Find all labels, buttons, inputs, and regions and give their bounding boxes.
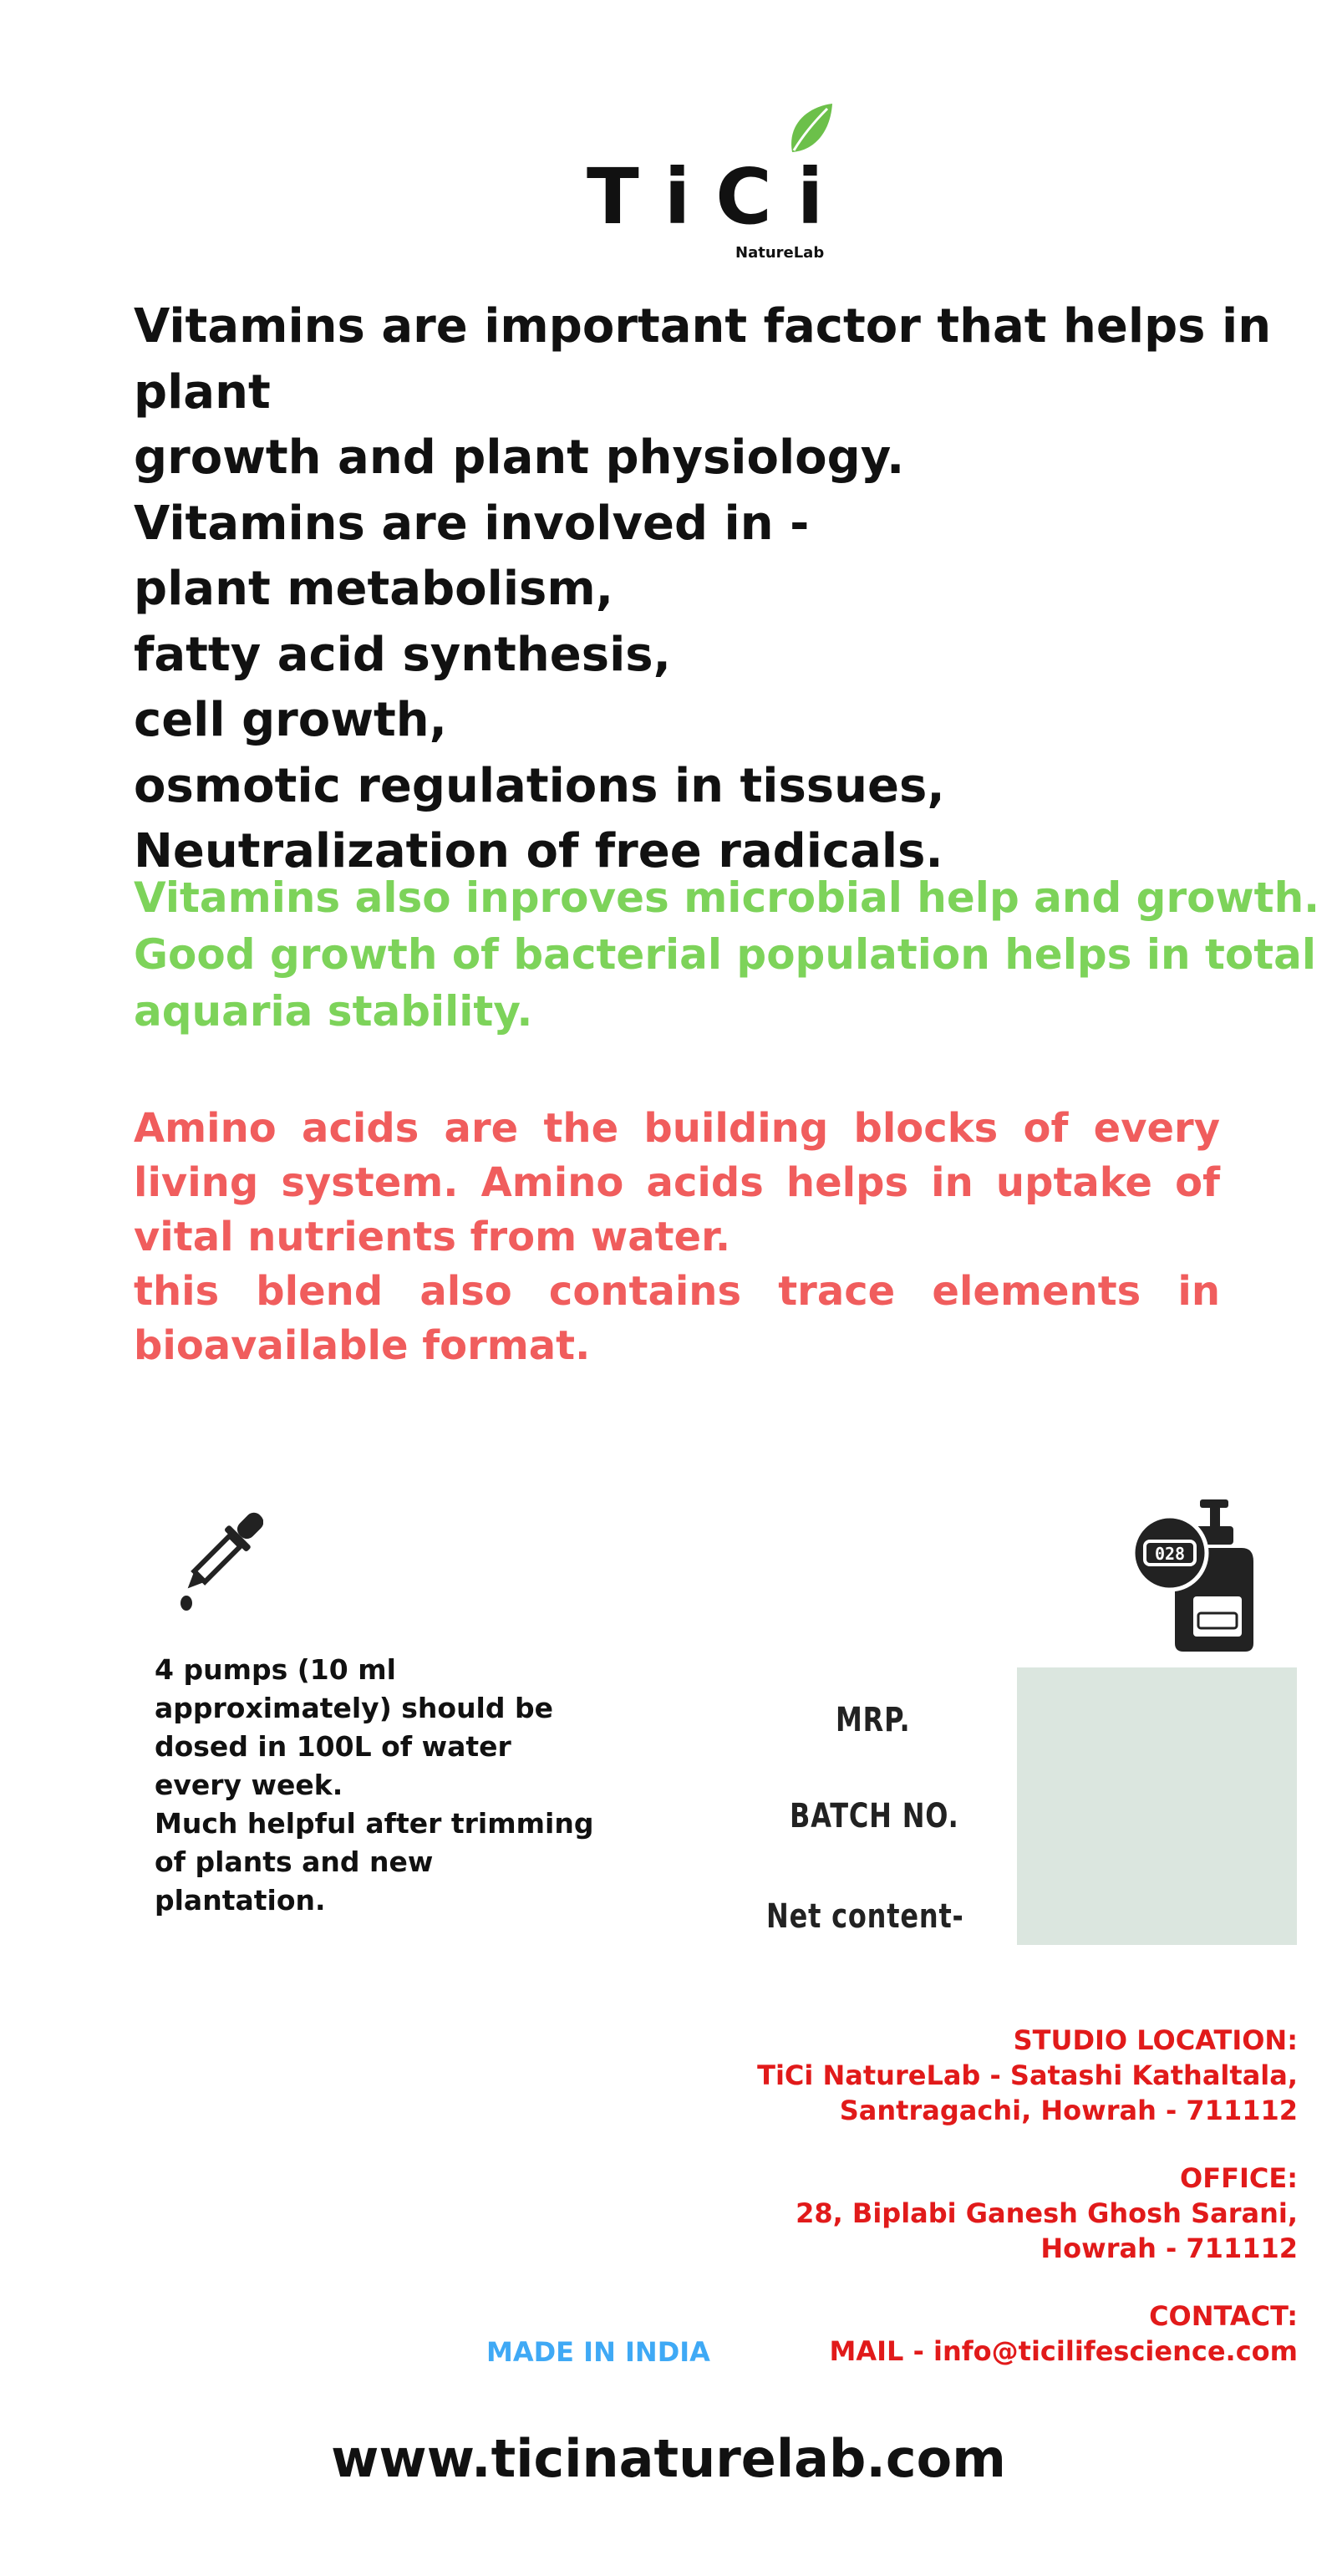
- dosage-line: 4 pumps (10 ml: [155, 1653, 396, 1686]
- studio-location: [646, 2023, 1298, 2128]
- vitamins-line: Vitamins are important factor that helps in plant: [134, 299, 1272, 420]
- net-content-label: Net content-: [766, 1897, 964, 1936]
- studio-heading: STUDIO LOCATION:: [1013, 2024, 1298, 2056]
- dosage-line: approximately) should be: [155, 1692, 553, 1724]
- contact-info: [646, 2299, 1298, 2369]
- dosage-line: dosed in 100L of water: [155, 1730, 511, 1763]
- vitamins-line: Neutralization of free radicals.: [134, 824, 943, 878]
- vitamins-line: growth and plant physiology.: [134, 430, 905, 485]
- batch-number-label: BATCH NO.: [790, 1797, 959, 1835]
- microbial-paragraph: [134, 869, 1320, 1040]
- mrp-label: MRP.: [836, 1701, 911, 1739]
- microbial-line: Good growth of bacterial population helps in total: [134, 930, 1316, 979]
- contact-heading: CONTACT:: [1149, 2300, 1298, 2332]
- dosage-line: Much helpful after trimming: [155, 1807, 594, 1840]
- brand-logo: [577, 100, 849, 267]
- logo-brand: TiCi: [587, 152, 849, 242]
- logo-sub: NatureLab: [735, 244, 825, 262]
- info-box: [1017, 1667, 1297, 1945]
- office-line-2: Howrah - 711112: [1040, 2232, 1298, 2264]
- office-line-1: 28, Biplabi Ganesh Ghosh Sarani,: [796, 2197, 1298, 2229]
- vitamins-line: cell growth,: [134, 693, 447, 747]
- office-heading: OFFICE:: [1180, 2162, 1298, 2194]
- dropper-icon: [171, 1504, 263, 1613]
- vitamins-line: osmotic regulations in tissues,: [134, 758, 945, 813]
- microbial-line: aquaria stability.: [134, 987, 533, 1036]
- studio-line-1: TiCi NatureLab - Satashi Kathaltala,: [757, 2059, 1298, 2091]
- dosage-line: plantation.: [155, 1884, 326, 1917]
- vitamins-line: plant metabolism,: [134, 562, 613, 616]
- pump-bottle-icon: [1128, 1496, 1262, 1655]
- dosage-line: of plants and new: [155, 1845, 434, 1878]
- contact-mail: MAIL - info@ticilifescience.com: [829, 2335, 1298, 2367]
- amino-text-1: Amino acids are the building blocks of every living system. Amino acids helps in uptake of vital nutrients from water.: [134, 1105, 1220, 1260]
- made-in-india: MADE IN INDIA: [486, 2336, 710, 2368]
- microbial-line: Vitamins also inproves microbial help and growth.: [134, 873, 1320, 922]
- bottle-icon-label: 028: [1154, 1544, 1186, 1564]
- office-address: [646, 2161, 1298, 2266]
- dosage-instructions: [155, 1651, 623, 1920]
- studio-line-2: Santragachi, Howrah - 711112: [839, 2095, 1298, 2126]
- amino-paragraph: [134, 1102, 1220, 1373]
- website-url: www.ticinaturelab.com: [331, 2428, 1006, 2489]
- dosage-line: every week.: [155, 1769, 343, 1801]
- vitamins-line: Vitamins are involved in -: [134, 496, 810, 551]
- leaf-icon: [785, 100, 836, 159]
- vitamins-paragraph: [134, 294, 1304, 885]
- vitamins-line: fatty acid synthesis,: [134, 627, 671, 682]
- amino-text-2: this blend also contains trace elements in bioavailable format.: [134, 1268, 1220, 1369]
